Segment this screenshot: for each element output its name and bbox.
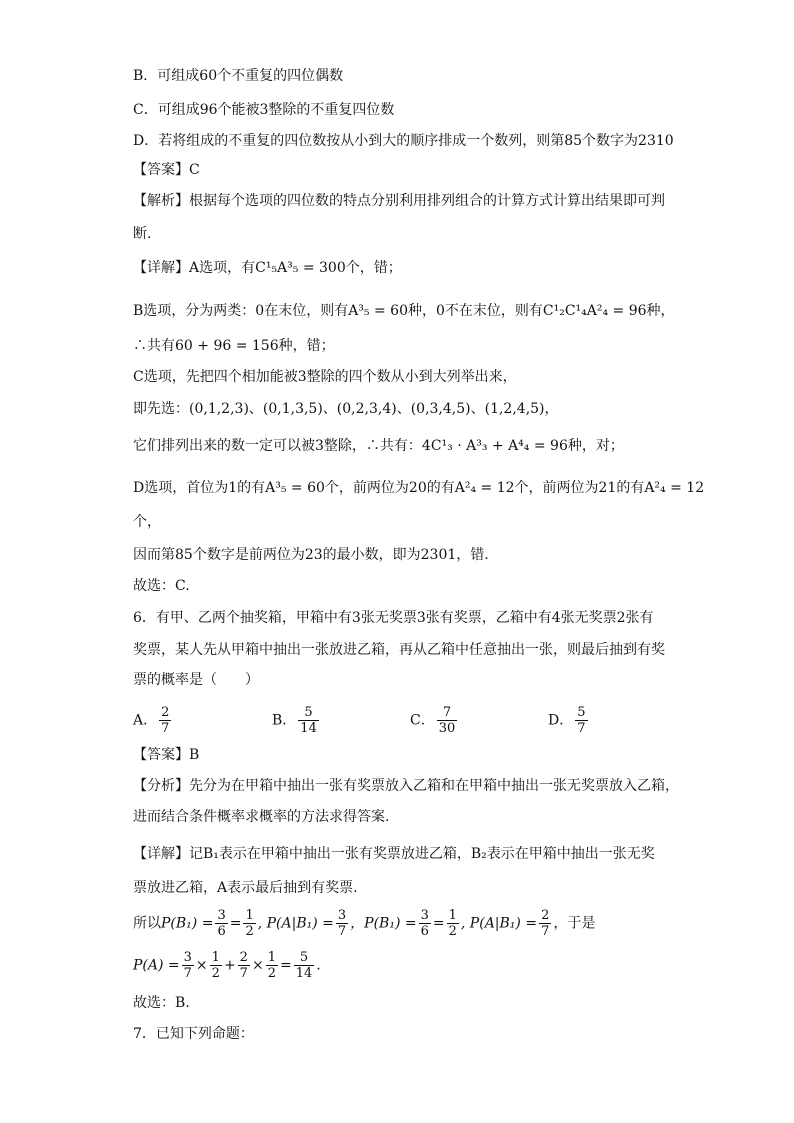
detail-2-line-2: 票放进乙箱，A表示最后抽到有奖票. bbox=[133, 880, 358, 896]
question-6-line-2: 奖票，某人先从甲箱中抽出一张放进乙箱，再从乙箱中任意抽出一张，则最后抽到有奖 bbox=[133, 642, 665, 658]
analysis-2: 【分析】先分为在甲箱中抽出一张有奖票放入乙箱和在甲箱中抽出一张无奖票放入乙箱， bbox=[133, 778, 679, 794]
probability-formula-line: 所以P(B₁) = $\frac{3}{6}$ = $\frac{1}{2}$ , P(A|B₁) = $\frac{3}{7}$ ，P(B₁) = $\frac{3}{6}$ = $\frac{1}{2}$ , P(A|B₁) = $\frac{2}{7}$ ，于是 bbox=[133, 908, 596, 939]
detail-c-count: 它们排列出来的数一定可以被3整除，∴共有：4C¹₃ · A³₃ + A⁴₄ = 96种，对； bbox=[133, 438, 624, 454]
option-d-line: D．若将组成的不重复的四位数按从小到大的顺序排成一个数列，则第85个数字为2310 bbox=[133, 133, 674, 149]
select-1: 故选：C. bbox=[133, 578, 190, 594]
option-a-fraction: $\frac{2}{7}$ bbox=[161, 705, 170, 736]
analysis-1: 【解析】根据每个选项的四位数的特点分别利用排列组合的计算方式计算出结果即可判 bbox=[133, 193, 665, 209]
detail-d-cont: 个， bbox=[133, 514, 161, 530]
pa-formula-line: P(A) = $\frac{3}{7}$ × $\frac{1}{2}$ + $\frac{2}{7}$ × $\frac{1}{2}$ = $\frac{5}{14}$ . bbox=[133, 950, 321, 981]
option-c: C． $\frac{7}{30}$ bbox=[410, 705, 456, 736]
option-b: B． $\frac{5}{14}$ bbox=[272, 705, 317, 736]
detail-b-total: ∴共有60 + 96 = 156种，错； bbox=[133, 338, 335, 354]
detail-b: B选项，分为两类：0在末位，则有A³₅ = 60种，0不在末位，则有C¹₂C¹₄A²₄ = 96种， bbox=[133, 303, 675, 319]
analysis-2-cont: 进而结合条件概率求概率的方法求得答案. bbox=[133, 809, 390, 825]
analysis-1-cont: 断. bbox=[133, 226, 152, 242]
answer-2: 【答案】B bbox=[133, 747, 200, 763]
answer-1: 【答案】C bbox=[133, 162, 200, 178]
detail-c: C选项，先把四个相加能被3整除的四个数从小到大列举出来， bbox=[133, 369, 517, 385]
detail-a: 【详解】A选项，有C¹₅A³₅ = 300个，错； bbox=[133, 260, 402, 276]
select-2: 故选：B. bbox=[133, 995, 190, 1011]
option-a: A． $\frac{2}{7}$ bbox=[133, 705, 170, 736]
question-7: 7．已知下列命题： bbox=[133, 1026, 254, 1042]
option-c-line: C．可组成96个能被3整除的不重复四位数 bbox=[133, 102, 395, 118]
option-c-fraction: $\frac{7}{30}$ bbox=[438, 705, 456, 736]
option-d-fraction: $\frac{5}{7}$ bbox=[577, 705, 586, 736]
detail-c-list: 即先选：(0,1,2,3)、(0,1,3,5)、(0,2,3,4)、(0,3,4,5)、(1,2,4,5)， bbox=[133, 401, 559, 417]
option-b-line: B．可组成60个不重复的四位偶数 bbox=[133, 68, 344, 84]
question-6-line-1: 6．有甲、乙两个抽奖箱，甲箱中有3张无奖票3张有奖票，乙箱中有4张无奖票2张有 bbox=[133, 610, 654, 626]
detail-d: D选项，首位为1的有A³₅ = 60个，前两位为20的有A²₄ = 12个，前两位为21的有A²₄ = 12 bbox=[133, 480, 705, 496]
detail-2-line-1: 【详解】记B₁表示在甲箱中抽出一张有奖票放进乙箱，B₂表示在甲箱中抽出一张无奖 bbox=[133, 846, 655, 862]
option-b-fraction: $\frac{5}{14}$ bbox=[300, 705, 317, 736]
option-d: D． $\frac{5}{7}$ bbox=[548, 705, 586, 736]
question-6-line-3: 票的概率是（ ） bbox=[133, 672, 259, 688]
detail-d-conclusion: 因而第85个数字是前两位为23的最小数，即为2301，错. bbox=[133, 547, 489, 563]
